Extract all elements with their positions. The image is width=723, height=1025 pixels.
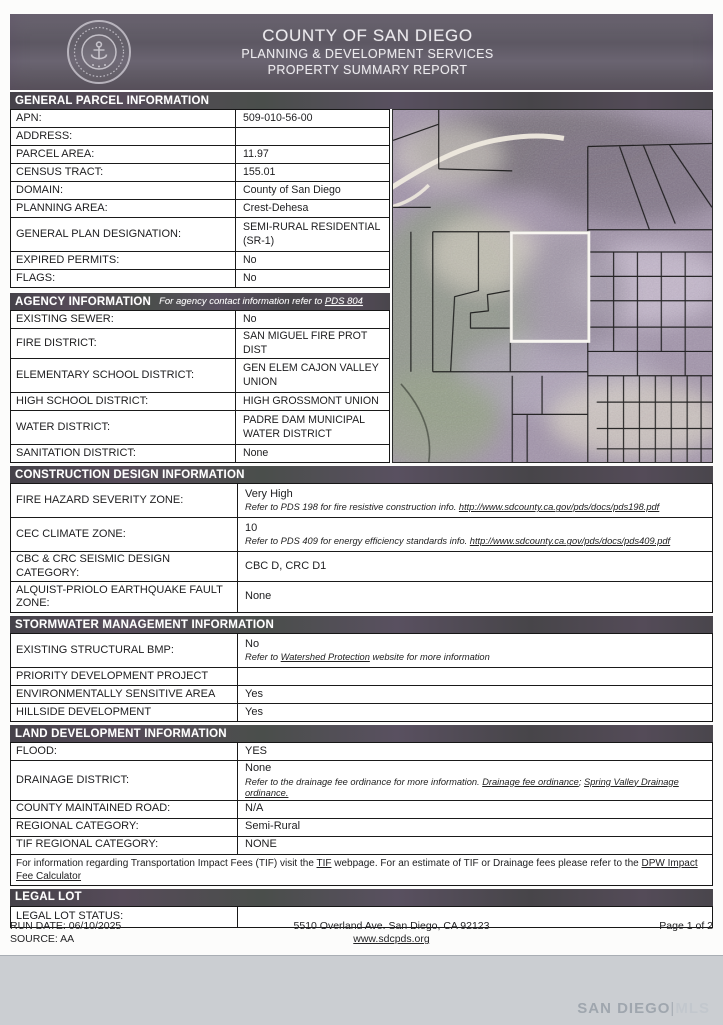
- spring-valley-drainage-ordinance-link[interactable]: Spring Valley Drainage ordinance.: [245, 776, 679, 798]
- page-number: Page 1 of 2: [659, 920, 713, 932]
- row-value: Yes: [245, 705, 263, 718]
- sandiego-mls-watermark: [577, 1000, 710, 1017]
- row-value: Crest-Dehesa: [243, 201, 309, 214]
- row-label: FLAGS:: [11, 270, 236, 287]
- row-value: YES: [245, 744, 268, 757]
- table-row: [11, 358, 389, 392]
- table-row: [11, 311, 389, 328]
- table-row: [11, 484, 712, 517]
- row-value: Yes: [245, 687, 263, 700]
- table-row: [11, 517, 712, 551]
- note-text: ;: [578, 776, 585, 787]
- county-title: COUNTY OF SAN DIEGO: [262, 26, 473, 45]
- row-label: WATER DISTRICT:: [11, 411, 236, 444]
- watermark-divider: |: [670, 1000, 676, 1017]
- row-value: 509-010-56-00: [243, 111, 313, 124]
- value-text: 10: [245, 521, 258, 534]
- row-label: PARCEL AREA:: [11, 146, 236, 163]
- table-row: [11, 743, 712, 760]
- row-value: PADRE DAM MUNICIPAL WATER DISTRICT: [243, 414, 365, 440]
- section-title: GENERAL PARCEL INFORMATION: [15, 94, 210, 107]
- row-value: SEMI-RURAL RESIDENTIAL (SR-1): [243, 221, 380, 247]
- row-label: ADDRESS:: [11, 128, 236, 145]
- row-label: ENVIRONMENTALLY SENSITIVE AREA: [11, 686, 238, 703]
- table-row: [11, 392, 389, 410]
- agency-contact-note: [159, 296, 363, 307]
- row-label: CBC & CRC SEISMIC DESIGN CATEGORY:: [11, 552, 238, 581]
- row-value: N/A: [245, 802, 264, 815]
- row-label: FLOOD:: [11, 743, 238, 760]
- section-title: CONSTRUCTION DESIGN INFORMATION: [15, 468, 245, 481]
- row-value: County of San Diego: [243, 183, 341, 196]
- row-label: FIRE DISTRICT:: [11, 329, 236, 358]
- pds-198-url-link[interactable]: http://www.sdcounty.ca.gov/pds/docs/pds198.pdf: [458, 502, 660, 513]
- row-label: SANITATION DISTRICT:: [11, 445, 236, 462]
- section-title: LAND DEVELOPMENT INFORMATION: [15, 727, 227, 740]
- agency-table: [10, 310, 390, 463]
- row-label: REGIONAL CATEGORY:: [11, 819, 238, 836]
- section-title: STORMWATER MANAGEMENT INFORMATION: [15, 618, 274, 631]
- section-header-general-parcel: [10, 92, 713, 109]
- section-header-land-development: [10, 725, 713, 742]
- row-label: EXISTING STRUCTURAL BMP:: [11, 634, 238, 667]
- table-row: [11, 818, 712, 836]
- row-value: None: [245, 590, 272, 603]
- value-text: Very High: [245, 487, 293, 500]
- row-note: [245, 536, 705, 547]
- table-row: [11, 199, 389, 217]
- row-label: HIGH SCHOOL DISTRICT:: [11, 393, 236, 410]
- table-row: [11, 110, 389, 127]
- subject-parcel-outline: [511, 233, 589, 342]
- table-row: [11, 251, 389, 269]
- row-value: [238, 484, 712, 517]
- table-row: [11, 181, 389, 199]
- table-row: [11, 145, 389, 163]
- table-row: [11, 703, 712, 721]
- construction-table: [10, 483, 713, 613]
- sdcpds-website-link[interactable]: www.sdcpds.org: [353, 933, 430, 945]
- row-value: [238, 668, 712, 685]
- row-value: NONE: [245, 838, 277, 851]
- table-row: [11, 760, 712, 800]
- row-note: [245, 777, 705, 799]
- watershed-protection-link[interactable]: Watershed Protection: [280, 652, 370, 663]
- value-text: None: [245, 762, 272, 774]
- pds-804-link[interactable]: PDS 804: [324, 296, 363, 307]
- row-value: No: [243, 253, 257, 266]
- section-header-construction: [10, 466, 713, 483]
- row-label: EXPIRED PERMITS:: [11, 252, 236, 269]
- pds-seal-icon: [66, 19, 132, 85]
- row-label: TIF REGIONAL CATEGORY:: [11, 837, 238, 854]
- row-note: [245, 502, 705, 513]
- row-value: No: [243, 312, 257, 325]
- row-value: HIGH GROSSMONT UNION: [243, 394, 379, 407]
- row-label: CEC CLIMATE ZONE:: [11, 518, 238, 551]
- office-address: 5510 Overland Ave. San Diego, CA 92123: [293, 920, 490, 932]
- report-title: PROPERTY SUMMARY REPORT: [267, 63, 468, 77]
- general-parcel-table: [10, 109, 390, 288]
- header-banner: [10, 14, 713, 90]
- table-row: [11, 581, 712, 612]
- row-label: ALQUIST-PRIOLO EARTHQUAKE FAULT ZONE:: [11, 582, 238, 612]
- row-label: PRIORITY DEVELOPMENT PROJECT: [11, 668, 238, 685]
- section-header-legal-lot: [10, 889, 713, 906]
- row-label: PLANNING AREA:: [11, 200, 236, 217]
- table-row: [11, 667, 712, 685]
- row-value: No: [243, 271, 257, 284]
- report-page: [10, 14, 713, 928]
- note-text: website for more information: [369, 652, 490, 663]
- run-date: RUN DATE: 06/10/2025: [10, 920, 122, 932]
- source: SOURCE: AA: [10, 933, 75, 945]
- table-row: [11, 800, 712, 818]
- drainage-fee-ordinance-link[interactable]: Drainage fee ordinance: [482, 776, 579, 787]
- scan-background: [0, 955, 723, 1025]
- banner-titles: [132, 26, 603, 78]
- value-text: No: [245, 637, 260, 650]
- row-value: [238, 761, 712, 800]
- note-text: Refer to PDS 409 for energy efficiency standards info.: [245, 536, 470, 547]
- row-note: [245, 652, 705, 663]
- table-row: [11, 410, 389, 444]
- row-value: [238, 518, 712, 551]
- left-column: [10, 109, 390, 463]
- stormwater-table: [10, 633, 713, 722]
- tif-webpage-link[interactable]: TIF: [316, 857, 332, 869]
- row-value: GEN ELEM CAJON VALLEY UNION: [243, 362, 379, 388]
- row-label: DOMAIN:: [11, 182, 236, 199]
- table-row: [11, 217, 389, 251]
- note-text: Refer to: [245, 652, 281, 663]
- row-label: DRAINAGE DISTRICT:: [11, 761, 238, 800]
- upper-split: [10, 109, 713, 463]
- section-title: LEGAL LOT: [15, 891, 82, 903]
- table-row: [11, 269, 389, 287]
- row-value: [236, 128, 389, 145]
- row-label: HILLSIDE DEVELOPMENT: [11, 704, 238, 721]
- row-value: None: [243, 446, 269, 459]
- row-value: Semi-Rural: [245, 820, 301, 833]
- row-label: APN:: [11, 110, 236, 127]
- note-text: Refer to the drainage fee ordinance for more information.: [245, 776, 483, 787]
- note-text: For information regarding Transportation Impact Fees (TIF) visit the: [16, 857, 317, 869]
- tif-information-note: [11, 854, 712, 885]
- watermark-suffix: MLS: [675, 1000, 710, 1017]
- row-value: CBC D, CRC D1: [245, 559, 327, 572]
- row-value: 155.01: [243, 165, 276, 178]
- pds-409-url-link[interactable]: http://www.sdcounty.ca.gov/pds/docs/pds409.pdf: [469, 536, 671, 547]
- section-header-agency: [10, 293, 390, 310]
- table-row: [11, 685, 712, 703]
- section-title: AGENCY INFORMATION: [15, 295, 152, 308]
- land-development-table: [10, 742, 713, 886]
- table-row: [11, 444, 389, 462]
- row-value: [238, 634, 712, 667]
- row-label: FIRE HAZARD SEVERITY ZONE:: [11, 484, 238, 517]
- row-label: EXISTING SEWER:: [11, 311, 236, 328]
- table-row: [11, 634, 712, 667]
- row-label: CENSUS TRACT:: [11, 164, 236, 181]
- row-label: GENERAL PLAN DESIGNATION:: [11, 218, 236, 251]
- dpw-impact-fee-calculator-link[interactable]: DPW Impact Fee Calculator: [16, 857, 698, 882]
- department-title: PLANNING & DEVELOPMENT SERVICES: [241, 47, 494, 61]
- table-row: [11, 836, 712, 854]
- row-label: ELEMENTARY SCHOOL DISTRICT:: [11, 359, 236, 392]
- footer-run-info: [10, 920, 210, 946]
- table-row: [11, 328, 389, 358]
- note-text: For agency contact information refer to: [159, 296, 325, 307]
- aerial-parcel-map: [392, 109, 713, 463]
- footer-address-block: [210, 920, 573, 946]
- watermark-brand: SAN DIEGO: [577, 1000, 671, 1017]
- note-text: webpage. For an estimate of TIF or Drainage fees please refer to the: [331, 857, 642, 869]
- table-row: [11, 127, 389, 145]
- row-value: 11.97: [243, 147, 269, 160]
- note-text: Refer to PDS 198 for fire resistive construction info.: [245, 502, 459, 513]
- row-value: SAN MIGUEL FIRE PROT DIST: [243, 330, 368, 356]
- page-footer: [10, 920, 713, 946]
- row-label: COUNTY MAINTAINED ROAD:: [11, 801, 238, 818]
- section-header-stormwater: [10, 616, 713, 633]
- table-row: [11, 163, 389, 181]
- row-label: LEGAL LOT STATUS:: [11, 907, 238, 927]
- table-row: [11, 551, 712, 581]
